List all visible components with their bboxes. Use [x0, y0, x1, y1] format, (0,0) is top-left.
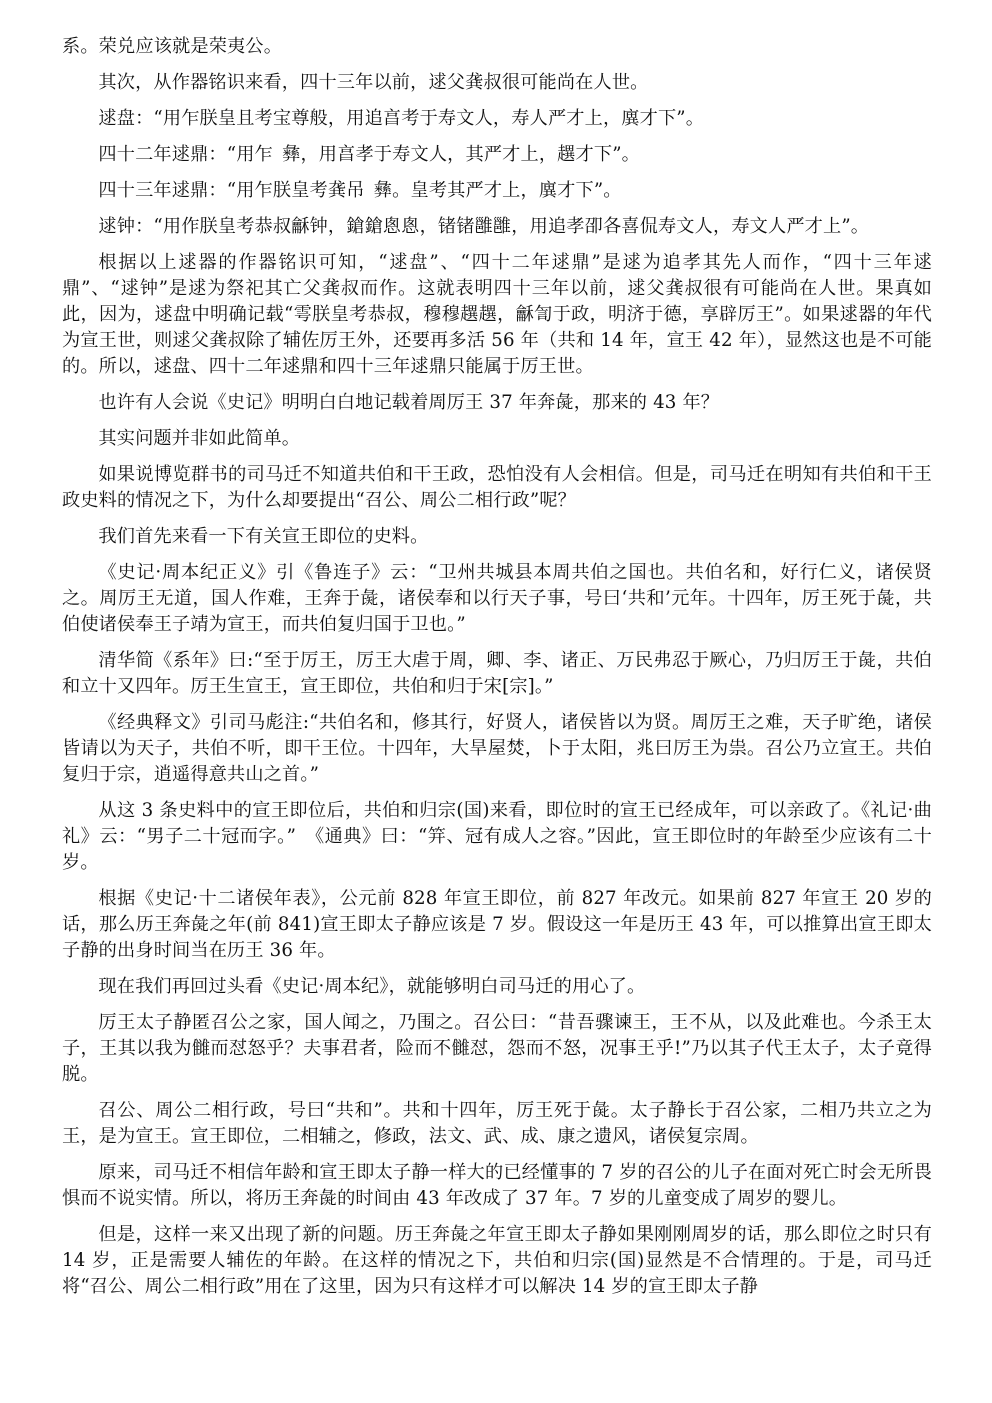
document-page	[62, 34, 932, 1310]
paragraph-5: 四十三年逑鼎：“用乍朕皇考龚吊 彝。皇考其严才上，廙才下”。	[98, 180, 622, 201]
paragraph-9: 其实问题并非如此简单。	[98, 428, 301, 449]
paragraph-20: 原来，司马迁不相信年龄和宣王即太子静一样大的已经懂事的 7 岁的召公的儿子在面对死亡时会无所畏惧而不说实情。所以，将历王奔彘的时间由 43 年改成了 37 年。7 岁的儿童变成了周岁的婴儿。	[62, 1162, 932, 1209]
paragraph-19: 召公、周公二相行政，号曰“共和”。共和十四年，厉王死于彘。太子静长于召公家，二相乃共立之为王，是为宣王。宣王即位，二相辅之，修政，法文、武、成、康之遗风，诸侯复宗周。	[62, 1100, 932, 1147]
paragraph-8: 也许有人会说《史记》明明白白地记载着周厉王 37 年奔彘，那来的 43 年？	[98, 392, 720, 413]
paragraph-12: 《史记·周本纪正义》引《鲁连子》云：“卫州共城县本周共伯之国也。共伯名和，好行仁义，诸侯贤之。周厉王无道，国人作难，王奔于彘，诸侯奉和以行天子事，号曰‘共和’元年。十四年，厉王死于彘，共伯使诸侯奉王子靖为宣王，而共伯复归国于卫也。”	[62, 562, 932, 635]
paragraph-21: 但是，这样一来又出现了新的问题。历王奔彘之年宣王即太子静如果刚刚周岁的话，那么即位之时只有 14 岁，正是需要人辅佐的年龄。在这样的情况之下，共伯和归宗(国)显然是不合情理的。于是，司马迁将“召公、周公二相行政”用在了这里，因为只有这样才可以解决 14 岁的宣王即太子静	[62, 1224, 932, 1297]
paragraph-16: 根据《史记·十二诸侯年表》，公元前 828 年宣王即位，前 827 年改元。如果前 827 年宣王 20 岁的话，那么历王奔彘之年(前 841)宣王即太子静应该是 7 岁。假设这一年是历王 43 年，可以推算出宣王即太子静的出身时间当在历王 36 年。	[62, 888, 932, 961]
paragraph-18: 厉王太子静匿召公之家，国人闻之，乃围之。召公曰：“昔吾骤谏王，王不从，以及此难也。今杀王太子，王其以我为雠而怼怒乎？夫事君者，险而不雠怼，怨而不怒，况事王乎!”乃以其子代王太子，太子竟得脱。	[62, 1012, 932, 1085]
paragraph-7: 根据以上逑器的作器铭识可知，“逑盘”、“四十二年逑鼎”是逑为追孝其先人而作，“四十三年逑鼎”、“逑钟”是逑为祭祀其亡父龚叔而作。这就表明四十三年以前，逑父龚叔很有可能尚在人世。果真如此，因为，逑盘中明确记载“雩朕皇考恭叔，穆穆趩趩，龢訇于政，明济于德，享辟厉王”。如果逑器的年代为宣王世，则逑父龚叔除了辅佐厉王外，还要再多活 56 年（共和 14 年，宣王 42 年），显然这也是不可能的。所以，逑盘、四十二年逑鼎和四十三年逑鼎只能属于厉王世。	[62, 252, 932, 377]
paragraph-17: 现在我们再回过头看《史记·周本纪》，就能够明白司马迁的用心了。	[98, 976, 646, 997]
paragraph-4: 四十二年逑鼎：“用乍 彝，用亯孝于寿文人，其严才上，趩才下”。	[98, 144, 640, 165]
paragraph-10: 如果说博览群书的司马迁不知道共伯和干王政，恐怕没有人会相信。但是，司马迁在明知有共伯和干王政史料的情况之下，为什么却要提出“召公、周公二相行政”呢？	[62, 464, 932, 511]
paragraph-3: 逑盘：“用乍朕皇且考宝尊般，用追亯考于寿文人，寿人严才上，廙才下”。	[98, 108, 705, 129]
paragraph-1: 系。荣兑应该就是荣夷公。	[62, 36, 283, 57]
paragraph-6: 逑钟：“用作朕皇考恭叔龢钟，鎗鎗悤悤，锗锗雝雝，用追孝卲各喜侃寿文人，寿文人严才上”。	[98, 216, 870, 237]
paragraph-14: 《经典释文》引司马彪注:“共伯名和，修其行，好贤人，诸侯皆以为贤。周厉王之难，天子旷绝，诸侯皆请以为天子，共伯不听，即干王位。十四年，大旱屋焚，卜于太阳，兆曰厉王为祟。召公乃立宣王。共伯复归于宗，逍遥得意共山之首。”	[62, 712, 932, 785]
paragraph-13: 清华简《系年》曰:“至于厉王，厉王大虐于周，卿、李、诸正、万民弗忍于厥心，乃归厉王于彘，共伯和立十又四年。厉王生宣王，宣王即位，共伯和归于宋[宗]。”	[62, 650, 932, 697]
paragraph-11: 我们首先来看一下有关宣王即位的史料。	[98, 526, 429, 547]
paragraph-2: 其次，从作器铭识来看，四十三年以前，逑父龚叔很可能尚在人世。	[98, 72, 649, 93]
paragraph-15: 从这 3 条史料中的宣王即位后，共伯和归宗(国)来看，即位时的宣王已经成年，可以亲政了。《礼记·曲礼》云：“男子二十冠而字。” 《通典》曰：“笄、冠有成人之容。”因此，宣王即位时的年龄至少应该有二十岁。	[62, 800, 932, 873]
